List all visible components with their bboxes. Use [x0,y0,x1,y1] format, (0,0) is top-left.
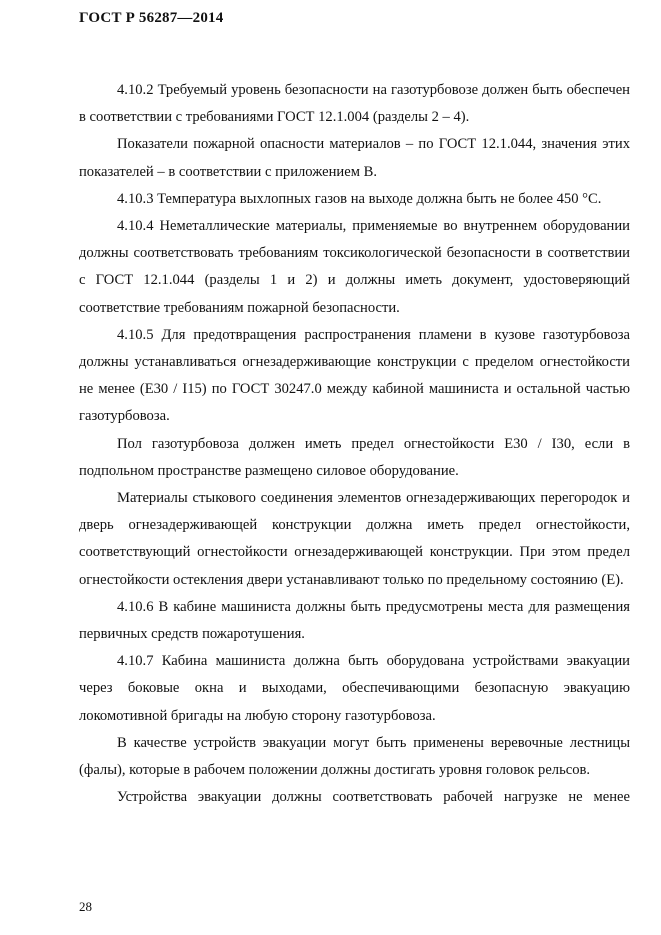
paragraph-4-10-7: 4.10.7 Кабина машиниста должна быть оборудована устройствами эвакуации через боковые окна и выходами, обеспечивающими безопасную эвакуацию локомотивной бригады на любую сторону газотурбовоза. [79,653,630,724]
paragraph-joint-materials: Материалы стыкового соединения элементов огнезадерживающих перегородок и дверь огнезадерживающей конструкции должна иметь предел огнестойкости, соответствующий огнестойкости огнезадерживающей конструкции. При этом предел огнестойкости остекления двери устанавливают только по предельному состоянию (Е). [79,490,630,588]
paragraph-4-10-4: 4.10.4 Неметаллические материалы, применяемые во внутреннем оборудовании должны соответствовать требованиям токсикологической безопасности в соответствии с ГОСТ 12.1.044 (разделы 1 и 2) и должны иметь документ, удостоверяющий соответствие требованиям пожарной безопасности. [79,218,630,316]
paragraph-evacuation-devices: В качестве устройств эвакуации могут быть применены веревочные лестницы (фалы), которые в рабочем положении должны достигать уровня головок рельсов. [79,734,630,779]
paragraph-fire-hazard-indicators: Показатели пожарной опасности материалов – по ГОСТ 12.1.044, значения этих показателей – в соответствии с приложением В. [79,136,630,180]
paragraph-4-10-5: 4.10.5 Для предотвращения распространения пламени в кузове газотурбовоза должны устанавливаться огнезадерживающие конструкции с пределом огнестойкости не менее (Е30 / I15) по ГОСТ 30247.0 между кабиной машиниста и остальной частью газотурбовоза. [79,326,630,425]
paragraph-4-10-2: 4.10.2 Требуемый уровень безопасности на газотурбовозе должен быть обеспечен в соответствии с требованиями ГОСТ 12.1.004 (разделы 2 – 4). [79,82,630,126]
document-body [79,77,630,811]
page-number: 28 [79,899,92,914]
paragraph-4-10-3: 4.10.3 Температура выхлопных газов на выходе должна быть не более 450 °С. [117,190,602,207]
paragraph-4-10-6: 4.10.6 В кабине машиниста должны быть предусмотрены места для размещения первичных средств пожаротушения. [79,598,630,643]
document-header: ГОСТ Р 56287—2014 [79,10,224,26]
paragraph-floor-fire-resistance: Пол газотурбовоза должен иметь предел огнестойкости Е30 / I30, если в подпольном пространстве размещено силовое оборудование. [79,435,630,479]
paragraph-evacuation-load: Устройства эвакуации должны соответствовать рабочей нагрузке не менее [117,789,630,806]
